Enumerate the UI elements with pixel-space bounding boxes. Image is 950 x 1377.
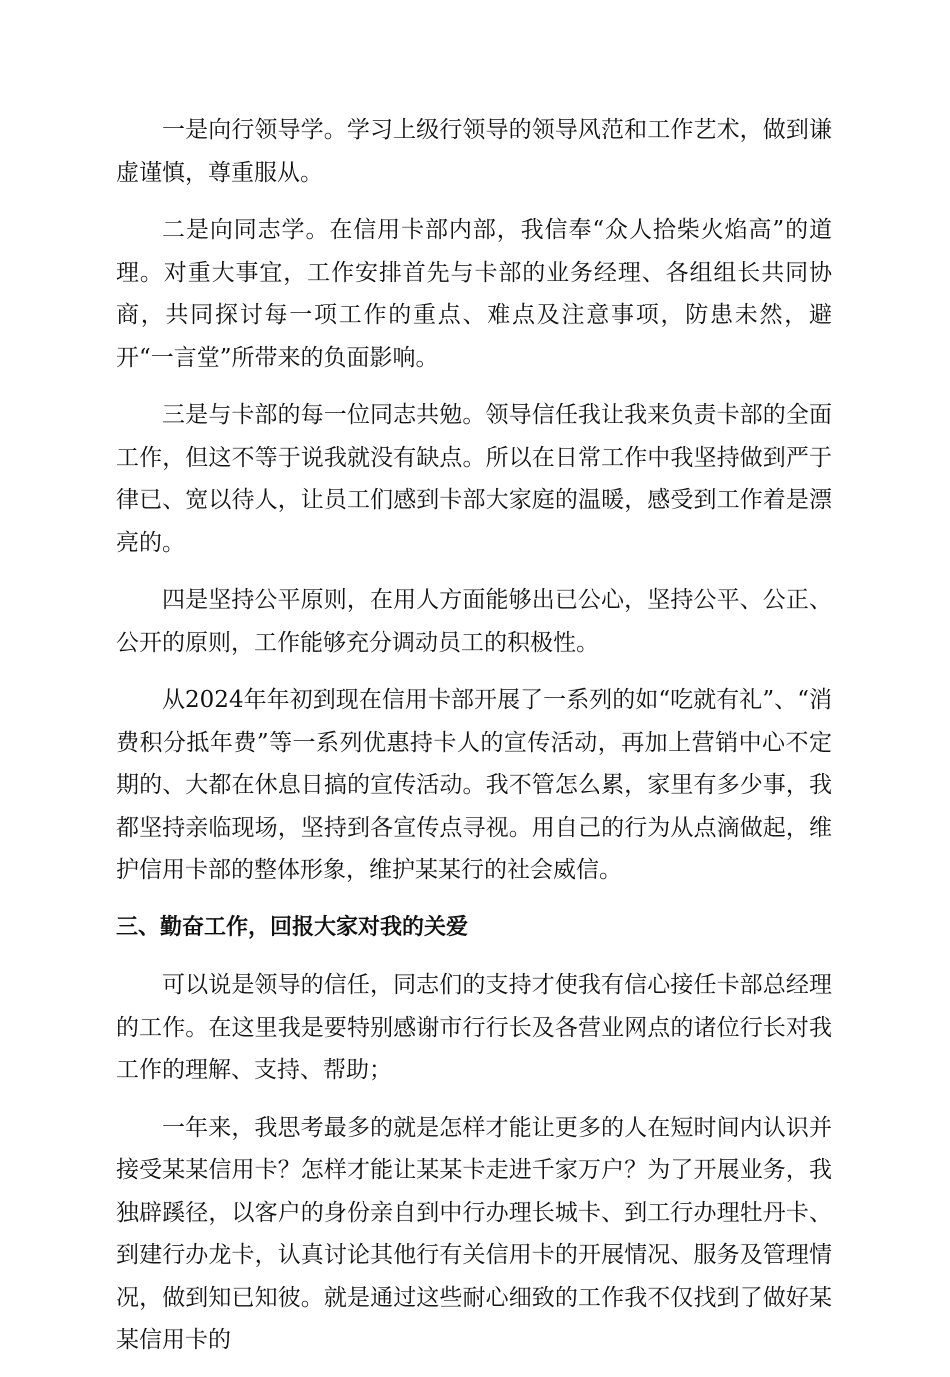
paragraph-fairness-principle: 四是坚持公平原则，在用人方面能够出已公心，坚持公平、公正、公开的原则，工作能够充分调动员工的积极性。 (116, 587, 832, 656)
paragraph-encourage-colleagues: 三是与卡部的每一位同志共勉。领导信任我让我来负责卡部的全面工作，但这不等于说我就没有缺点。所以在日常工作中我坚持做到严于律已、宽以待人，让员工们感到卡部大家庭的温暖，感受到工作着是漂亮的。 (116, 402, 832, 556)
paragraph-gratitude: 可以说是领导的信任，同志们的支持才使我有信心接任卡部总经理的工作。在这里我是要特别感谢市行行长及各营业网点的诸位行长对我工作的理解、支持、帮助； (116, 972, 832, 1083)
document-body (116, 109, 832, 1377)
paragraph-learn-from-leaders: 一是向行领导学。学习上级行领导的领导风范和工作艺术，做到谦虚谨慎，尊重服从。 (116, 117, 832, 186)
paragraph-promotion-activities: 从2024年年初到现在信用卡部开展了一系列的如“吃就有礼”、“消费积分抵年费”等一系列优惠持卡人的宣传活动，再加上营销中心不定期的、大都在休息日搞的宣传活动。我不管怎么累，家里有多少事，我都坚持亲临现场，坚持到各宣传点寻视。用自己的行为从点滴做起，维护信用卡部的整体形象，维护某某行的社会威信。 (116, 687, 832, 883)
section-heading: 三、勤奋工作，回报大家对我的关爱 (116, 914, 469, 940)
paragraph-year-reflection: 一年来，我思考最多的就是怎样才能让更多的人在短时间内认识并接受某某信用卡？怎样才能让某某卡走进千家万户？为了开展业务，我独辟蹊径，以客户的身份亲自到中行办理长城卡、到工行办理牡丹卡、到建行办龙卡，认真讨论其他行有关信用卡的开展情况、服务及管理情况，做到知已知彼。就是通过这些耐心细致的工作我不仅找到了做好某某信用卡的 (116, 1114, 832, 1353)
paragraph-learn-from-colleagues: 二是向同志学。在信用卡部内部，我信奉“众人拾柴火焰高”的道理。对重大事宜，工作安排首先与卡部的业务经理、各组组长共同协商，共同探讨每一项工作的重点、难点及注意事项，防患未然，避开“一言堂”所带来的负面影响。 (116, 217, 832, 371)
